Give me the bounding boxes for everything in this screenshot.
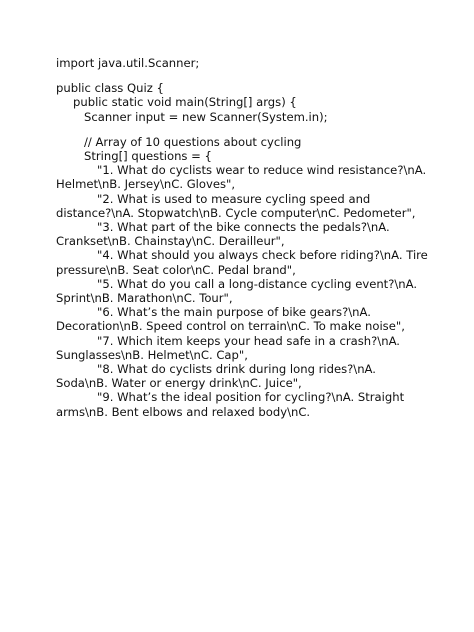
question-7: "7. Which item keeps your head safe in a crash?\nA. Sunglasses\nB. Helmet\nC. Cap", (56, 333, 400, 362)
main-method-declaration: public static void main(String[] args) { (73, 95, 297, 110)
question-4: "4. What should you always check before riding?\nA. Tire pressure\nB. Seat color\nC. Pedal brand", (56, 248, 428, 277)
question-9: "9. What’s the ideal position for cycling?\nA. Straight arms\nB. Bent elbows and relaxed body\nC. (56, 390, 405, 419)
scanner-line: Scanner input = new Scanner(System.in); (84, 109, 328, 124)
question-6: "6. What’s the main purpose of bike gears?\nA. Decoration\nB. Speed control on terrain\nC. To make noise", (56, 305, 405, 334)
import-line: import java.util.Scanner; (56, 56, 200, 70)
class-declaration: public class Quiz { (56, 81, 164, 96)
question-5: "5. What do you call a long-distance cycling event?\nA. Sprint\nB. Marathon\nC. Tour", (56, 276, 418, 306)
blank-line (56, 124, 428, 135)
code-document (56, 56, 428, 419)
question-1: "1. What do cyclists wear to reduce wind resistance?\nA. Helmet\nB. Jersey\nC. Gloves", (56, 163, 427, 192)
question-8: "8. What do cyclists drink during long rides?\nA. Soda\nB. Water or energy drink\nC. Juice", (56, 362, 376, 391)
array-declaration: String[] questions = { (84, 149, 212, 164)
comment-line: // Array of 10 questions about cycling (84, 134, 302, 149)
question-3: "3. What part of the bike connects the pedals?\nA. Crankset\nB. Chainstay\nC. Derailleur", (56, 220, 390, 249)
question-2: "2. What is used to measure cycling speed and distance?\nA. Stopwatch\nB. Cycle computer\nC. Pedometer", (56, 191, 416, 220)
blank-line (56, 70, 428, 81)
